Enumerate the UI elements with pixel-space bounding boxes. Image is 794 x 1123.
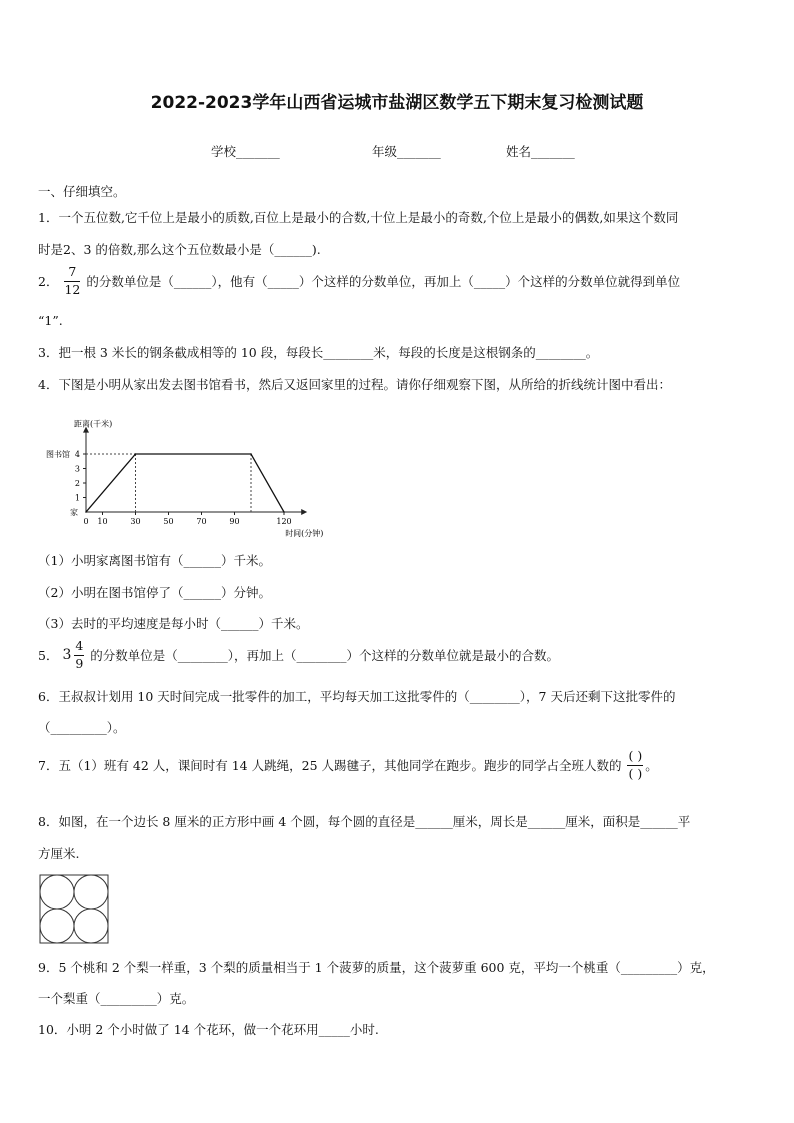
question-1-line2: 时是2、3 的倍数,那么这个五位数最小是（______). [38,242,321,257]
question-1-line1: 1．一个五位数,它千位上是最小的质数,百位上是最小的合数,十位上是最小的奇数,个位上是最小的偶数,如果这个数同 [38,210,679,225]
x-axis-title: 时间(分钟) [285,529,324,538]
school-field[interactable]: 学校_______ [211,144,280,159]
fraction-denominator-blank: ( ) [628,765,643,781]
fraction-numerator: 4 [74,640,84,656]
mixed-whole: 3 [62,647,72,663]
question-4-intro: 4．下图是小明从家出发去图书馆看书，然后又返回家里的过程。请你仔细观察下图，从所给的折线统计图中看出： [38,377,671,392]
fraction-denominator: 9 [75,655,84,671]
fraction-7-12 [64,266,80,296]
question-2-line2: “1”. [38,313,63,328]
question-9-line2: 一个梨重（_________）克。 [38,991,195,1006]
question-6-line1: 6．王叔叔计划用 10 天时间完成一批零件的加工，平均每天加工这批零件的（________），7 天后还剩下这批零件的 [38,689,676,704]
x-tick-label: 50 [163,517,174,526]
mixed-number-3-4-9 [62,640,86,670]
y-tick-label: 2 [74,479,80,488]
question-2-number: 2． [38,274,59,289]
data-point [283,511,285,513]
x-tick-label: 120 [276,517,292,526]
mixed-fraction [74,640,84,670]
question-7-end: 。 [645,758,658,773]
question-9-line1: 9．5 个桃和 2 个梨一样重，3 个梨的质量相当于 1 个菠萝的质量，这个菠萝重 600 克，平均一个桃重（_________）克， [38,960,715,975]
x-tick-label: 90 [229,517,240,526]
distance-time-line-chart [38,400,328,540]
question-4-sub2: （2）小明在图书馆停了（______）分钟。 [38,585,271,600]
fraction-numerator-blank: ( ) [627,750,643,766]
question-8-line2: 方厘米. [38,846,80,861]
question-3: 3．把一根 3 米长的钢条截成相等的 10 段，每段长________米，每段的长度是这根钢条的________。 [38,345,599,360]
section-heading: 一、仔细填空。 [38,184,126,199]
y-tick-label: 1 [74,493,80,503]
blank-fraction[interactable] [627,750,643,780]
question-4-sub3: （3）去时的平均速度是每小时（______）千米。 [38,616,309,631]
question-7-text: 7．五（1）班有 42 人，课间时有 14 人跳绳，25 人踢毽子，其他同学在跑步。跑步的同学占全班人数的 [38,758,622,773]
question-6-line2: （_________）。 [38,720,126,735]
question-5-text: 的分数单位是（________），再加上（________）个这样的分数单位就是最小的合数。 [90,648,560,663]
question-4-sub1: （1）小明家离图书馆有（______）千米。 [38,553,271,568]
circle-top-right [74,875,108,909]
x-tick-label: 10 [97,517,108,526]
y-origin-label: 家 [70,508,78,517]
data-point [135,453,137,455]
y-tick-label: 4 [74,450,80,459]
question-5 [38,640,559,670]
fraction-numerator: 7 [64,266,80,282]
name-field[interactable]: 姓名_______ [506,144,575,159]
y-tick-label: 3 [74,464,80,474]
question-8-line1: 8．如图，在一个边长 8 厘米的正方形中画 4 个圆，每个圆的直径是______厘米，周长是______厘米，面积是______平 [38,814,691,829]
question-5-number: 5． [38,648,59,663]
question-2-text: 的分数单位是（______），他有（_____）个这样的分数单位，再加上（_____）个这样的分数单位就得到单位 [86,274,681,289]
question-10: 10．小明 2 个小时做了 14 个花环，做一个花环用_____小时. [38,1022,379,1037]
square-outline [40,875,108,943]
y-axis-title: 距离(千米) [74,419,113,429]
x-tick-label: 30 [130,517,141,526]
page-title: 2022-2023学年山西省运城市盐湖区数学五下期末复习检测试题 [150,93,644,113]
question-7 [38,750,658,780]
distance-series-line [86,454,284,512]
fraction-denominator: 12 [64,281,81,297]
circle-top-left [40,875,74,909]
y-top-label: 图书馆 [46,450,70,459]
x-tick-label: 70 [196,517,207,526]
x-axis-arrow [301,509,307,515]
data-point [250,453,252,455]
data-point [85,511,87,513]
circle-bottom-left [40,909,74,943]
square-four-circles-figure [39,874,110,945]
grade-field[interactable]: 年级_______ [372,144,441,159]
x-tick-label: 0 [83,517,89,526]
circle-bottom-right [74,909,108,943]
question-2 [38,266,680,296]
